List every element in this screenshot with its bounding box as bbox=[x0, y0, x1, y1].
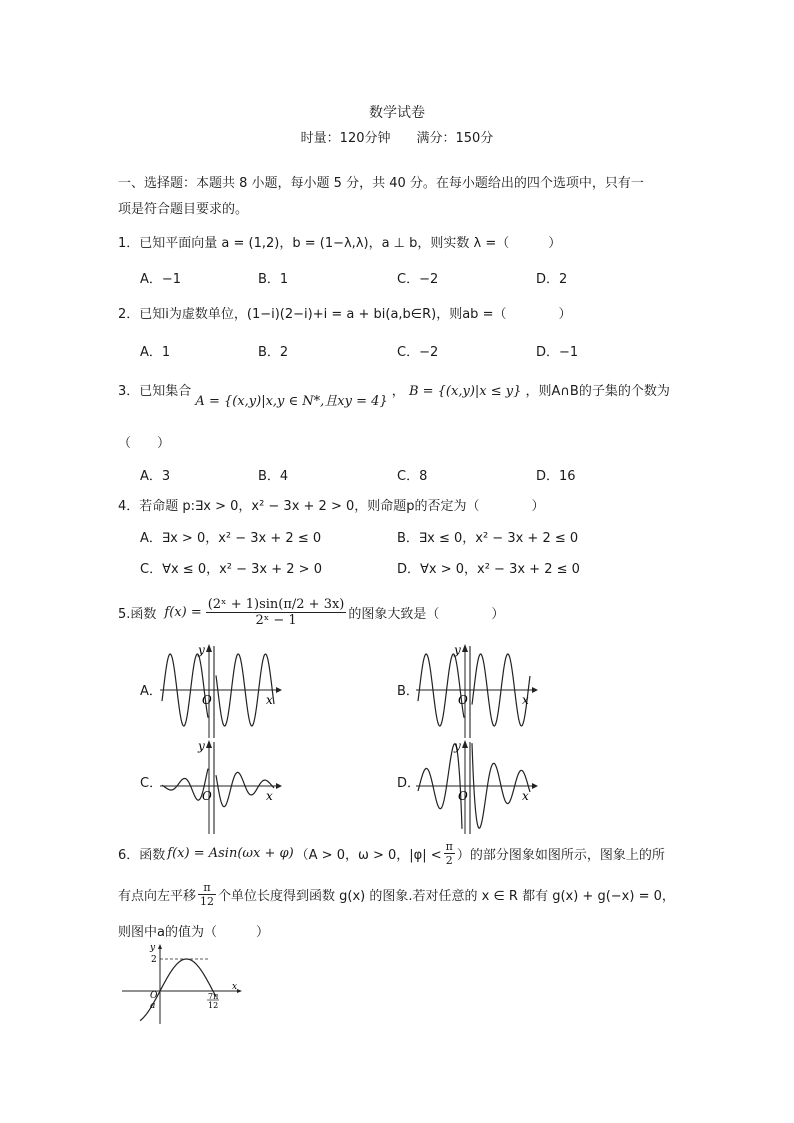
q5-graph-b bbox=[414, 640, 538, 740]
q1-option-d: D．2 bbox=[536, 272, 568, 287]
q5-origin-b: O bbox=[458, 693, 468, 707]
q6-zero-num: 7π bbox=[208, 992, 219, 1001]
q3-option-a: A．3 bbox=[140, 469, 171, 484]
q1-option-c: C．−2 bbox=[397, 272, 439, 287]
q3-separator: ， bbox=[391, 384, 405, 399]
question-3-stem bbox=[118, 380, 670, 409]
q6-line2-end: 个单位长度得到函数 g(x) 的图象.若对任意的 x ∈ R 都有 g(x) + g(−x) = 0， bbox=[218, 888, 675, 904]
q5-y-label-b: y bbox=[454, 643, 461, 657]
q3-option-c: C．8 bbox=[397, 469, 428, 484]
q5-origin-c: O bbox=[202, 789, 212, 803]
q6-curve bbox=[140, 959, 219, 1021]
page-title: 数学试卷 bbox=[369, 105, 425, 121]
q1-option-a: A．−1 bbox=[140, 272, 182, 287]
question-2-stem: 2．已知i为虚数单位，(1−i)(2−i)+i = a + bi(a,b∈R)，则ab =（ ） bbox=[118, 307, 572, 322]
q2-option-a: A．1 bbox=[140, 345, 171, 360]
q6-phi-bound bbox=[444, 840, 455, 867]
q5-origin-d: O bbox=[458, 789, 468, 803]
q6-a-label: a bbox=[150, 1001, 156, 1011]
q5-origin-a: O bbox=[202, 693, 212, 707]
q5-x-label-a: x bbox=[266, 693, 273, 707]
q6-origin: O bbox=[150, 991, 158, 1001]
q6-x-label: x bbox=[232, 982, 238, 992]
q6-conditions: （A > 0，ω > 0，|φ| < bbox=[295, 847, 442, 863]
q2-option-c: C．−2 bbox=[397, 345, 439, 360]
q3-set-b: B = {(x,y)|x ≤ y} bbox=[408, 384, 522, 399]
q3-stem-end: ，则A∩B的子集的个数为 bbox=[525, 384, 670, 399]
q3-option-b: B．4 bbox=[258, 469, 289, 484]
q5-x-label-d: x bbox=[522, 789, 529, 803]
q5-y-label-a: y bbox=[198, 643, 205, 657]
q6-phi-bound-den: 2 bbox=[445, 853, 453, 867]
q5-stem-end: 的图象大致是（ ） bbox=[348, 606, 505, 622]
q4-option-c: C．∀x ≤ 0，x² − 3x + 2 > 0 bbox=[140, 562, 322, 577]
q6-line2-start: 有点向左平移 bbox=[118, 888, 197, 904]
q5-curve-c bbox=[162, 769, 274, 807]
q5-denominator: 2ˣ − 1 bbox=[255, 612, 297, 628]
q6-function: f(x) = Asin(ωx + φ) bbox=[167, 845, 294, 861]
q5-option-b: B． bbox=[397, 684, 419, 699]
q1-option-b: B．1 bbox=[258, 272, 289, 287]
q6-graph bbox=[120, 940, 244, 1026]
q5-y-label-c: y bbox=[198, 739, 205, 753]
question-4-stem: 4．若命题 p:∃x > 0，x² − 3x + 2 > 0，则命题p的否定为（ ） bbox=[118, 499, 545, 514]
q6-max-label: 2 bbox=[151, 955, 157, 965]
section-instructions-line1: 一、选择题：本题共 8 小题，每小题 5 分，共 40 分。在每小题给出的四个选项中，只有一 bbox=[118, 176, 644, 191]
q6-zero-den: 12 bbox=[208, 1001, 219, 1010]
question-5-stem bbox=[118, 590, 504, 634]
section-instructions-line2: 项是符合题目要求的。 bbox=[118, 202, 249, 217]
question-6-line3: 则图中a的值为（ ） bbox=[118, 925, 269, 940]
q6-y-label: y bbox=[150, 943, 156, 953]
q3-set-a: A = {(x,y)|x,y ∈ N*,且xy = 4} bbox=[195, 394, 388, 409]
q5-y-label-d: y bbox=[454, 739, 461, 753]
exam-info: 时量：120分钟 满分：150分 bbox=[300, 131, 494, 146]
q5-x-label-c: x bbox=[266, 789, 273, 803]
q5-option-a: A． bbox=[140, 684, 162, 699]
q5-numerator: (2ˣ + 1)sin(π/2 + 3x) bbox=[207, 596, 345, 612]
question-1-stem: 1．已知平面向量 a = (1,2)，b = (1−λ,λ)，a ⊥ b，则实数 λ =（ ） bbox=[118, 236, 562, 251]
q2-option-b: B．2 bbox=[258, 345, 289, 360]
q6-phi-bound-num: π bbox=[445, 839, 453, 853]
q6-shift-num: π bbox=[198, 881, 216, 895]
q6-line1-end: ）的部分图象如图所示，图象上的所 bbox=[456, 847, 665, 863]
q2-option-d: D．−1 bbox=[536, 345, 579, 360]
q3-stem-start: 3．已知集合 bbox=[118, 384, 192, 399]
q3-option-d: D．16 bbox=[536, 469, 576, 484]
q5-x-label-b: x bbox=[522, 693, 529, 707]
q6-shift-den: 12 bbox=[200, 894, 215, 908]
q4-option-b: B．∃x ≤ 0，x² − 3x + 2 ≤ 0 bbox=[397, 531, 579, 546]
q5-option-d: D． bbox=[397, 776, 421, 791]
q5-graph-a bbox=[158, 640, 282, 740]
q4-option-d: D．∀x > 0，x² − 3x + 2 ≤ 0 bbox=[397, 562, 580, 577]
q5-graph-d bbox=[414, 736, 538, 836]
q3-answer-paren: （ ） bbox=[118, 436, 171, 451]
question-6-line2 bbox=[118, 878, 675, 910]
q5-fraction bbox=[206, 597, 347, 628]
q5-graph-c bbox=[158, 736, 282, 836]
q5-function-name: f(x) = bbox=[164, 604, 202, 620]
q6-line1-start: 6．函数 bbox=[118, 847, 166, 863]
q5-option-c: C． bbox=[140, 776, 163, 791]
q6-shift-fraction bbox=[198, 881, 216, 908]
q4-option-a: A．∃x > 0，x² − 3x + 2 ≤ 0 bbox=[140, 531, 322, 546]
question-6-line1 bbox=[118, 838, 665, 868]
q5-stem-start: 5.函数 bbox=[118, 606, 157, 622]
